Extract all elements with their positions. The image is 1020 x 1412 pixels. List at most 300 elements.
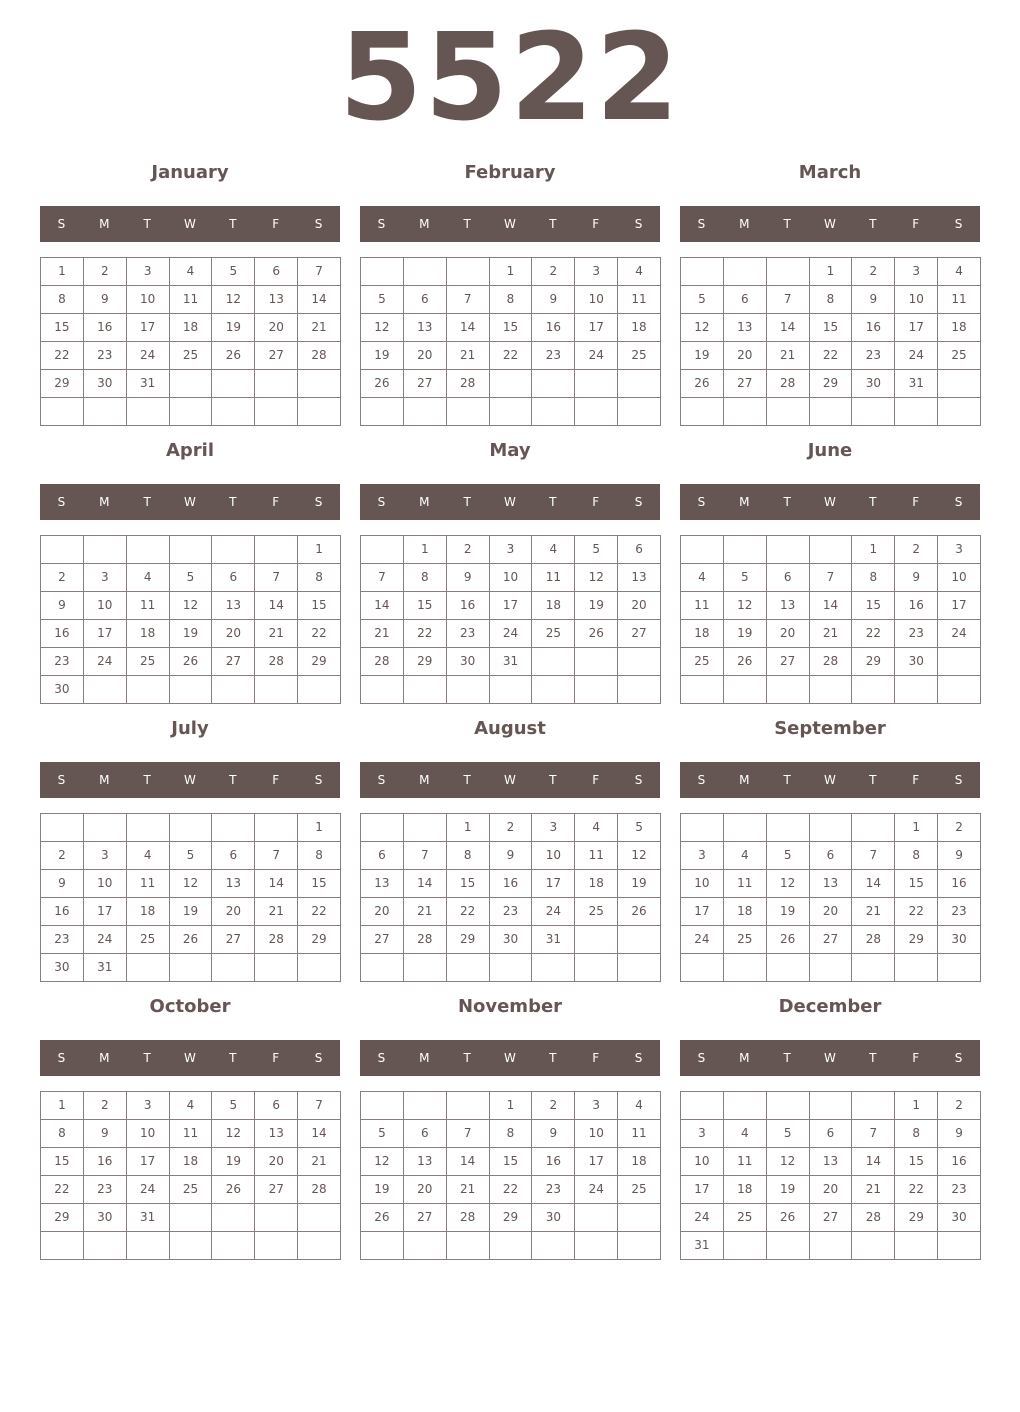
- day-cell: 27: [212, 648, 255, 676]
- day-cell: 10: [575, 286, 618, 314]
- weekday-label: T: [229, 495, 237, 509]
- month-name: February: [464, 162, 556, 183]
- day-cell: 3: [895, 258, 938, 286]
- day-cell: 5: [767, 842, 810, 870]
- day-cell: 29: [852, 648, 895, 676]
- day-cell: 31: [84, 954, 127, 982]
- day-cell: 23: [895, 620, 938, 648]
- weekday-header: [40, 484, 340, 520]
- day-cell: [127, 1232, 170, 1260]
- day-cell: [490, 954, 533, 982]
- day-cell: [938, 370, 981, 398]
- day-cell: 17: [938, 592, 981, 620]
- weekday-label: T: [783, 1051, 791, 1065]
- day-cell: [681, 398, 724, 426]
- day-cell: [361, 258, 404, 286]
- day-cell: 20: [404, 1176, 447, 1204]
- weekday-label: F: [912, 1051, 920, 1065]
- day-cell: 10: [681, 1148, 724, 1176]
- day-cell: 9: [532, 1120, 575, 1148]
- day-cell: 14: [447, 1148, 490, 1176]
- day-cell: 15: [895, 870, 938, 898]
- day-cell: 4: [170, 258, 213, 286]
- day-cell: 15: [298, 870, 341, 898]
- weekday-label: S: [954, 217, 963, 231]
- day-cell: [404, 814, 447, 842]
- day-cell: 21: [852, 1176, 895, 1204]
- weekday-label: T: [783, 217, 791, 231]
- day-cell: 26: [575, 620, 618, 648]
- day-cell: 24: [575, 342, 618, 370]
- day-cell: [170, 1232, 213, 1260]
- day-cell: 14: [447, 314, 490, 342]
- day-cell: 5: [767, 1120, 810, 1148]
- day-cell: 18: [724, 1176, 767, 1204]
- day-cell: 30: [490, 926, 533, 954]
- day-cell: [681, 676, 724, 704]
- day-cell: [724, 258, 767, 286]
- day-cell: [255, 370, 298, 398]
- day-cell: 3: [681, 1120, 724, 1148]
- day-cell: 28: [361, 648, 404, 676]
- day-cell: 16: [41, 898, 84, 926]
- day-cell: [361, 1092, 404, 1120]
- weekday-label: W: [184, 773, 196, 787]
- month-name: November: [457, 996, 563, 1017]
- day-cell: 22: [41, 342, 84, 370]
- weekday-label: S: [634, 217, 643, 231]
- day-cell: 8: [810, 286, 853, 314]
- day-cell: 27: [255, 1176, 298, 1204]
- day-cell: 18: [618, 314, 661, 342]
- month-name: January: [151, 162, 229, 183]
- day-cell: [681, 1092, 724, 1120]
- day-cell: [724, 1232, 767, 1260]
- day-cell: 3: [127, 258, 170, 286]
- day-cell: 17: [532, 870, 575, 898]
- day-cell: 18: [532, 592, 575, 620]
- day-grid: [360, 1091, 661, 1260]
- day-cell: 7: [852, 842, 895, 870]
- weekday-label: T: [143, 773, 151, 787]
- weekday-label: S: [697, 495, 706, 509]
- day-cell: 30: [84, 1204, 127, 1232]
- day-cell: 11: [127, 870, 170, 898]
- day-cell: [404, 954, 447, 982]
- day-cell: 23: [532, 1176, 575, 1204]
- day-cell: [170, 370, 213, 398]
- day-cell: [298, 398, 341, 426]
- day-cell: [681, 954, 724, 982]
- day-cell: 19: [170, 898, 213, 926]
- day-cell: 28: [298, 342, 341, 370]
- weekday-label: S: [57, 773, 66, 787]
- day-cell: 10: [490, 564, 533, 592]
- day-cell: 3: [575, 1092, 618, 1120]
- weekday-label: S: [634, 1051, 643, 1065]
- weekday-label: S: [314, 773, 323, 787]
- day-cell: 1: [404, 536, 447, 564]
- weekday-label: M: [419, 217, 430, 231]
- day-cell: [618, 1204, 661, 1232]
- day-cell: [852, 1232, 895, 1260]
- day-cell: [361, 536, 404, 564]
- day-cell: 26: [724, 648, 767, 676]
- day-cell: 23: [41, 926, 84, 954]
- day-cell: [212, 398, 255, 426]
- day-cell: 16: [532, 314, 575, 342]
- day-cell: 7: [255, 564, 298, 592]
- day-cell: 11: [618, 1120, 661, 1148]
- day-cell: 25: [127, 926, 170, 954]
- day-cell: [255, 1204, 298, 1232]
- day-cell: 17: [681, 898, 724, 926]
- day-cell: 8: [298, 564, 341, 592]
- day-cell: 7: [255, 842, 298, 870]
- day-cell: 2: [41, 564, 84, 592]
- weekday-label: F: [592, 217, 600, 231]
- weekday-label: T: [463, 217, 471, 231]
- day-cell: 18: [127, 620, 170, 648]
- day-cell: 6: [361, 842, 404, 870]
- day-cell: 22: [895, 898, 938, 926]
- day-cell: 22: [298, 898, 341, 926]
- day-cell: 22: [852, 620, 895, 648]
- day-cell: 20: [618, 592, 661, 620]
- weekday-header: [40, 762, 340, 798]
- day-grid: [680, 535, 981, 704]
- day-cell: [618, 926, 661, 954]
- day-cell: 1: [810, 258, 853, 286]
- month-name: March: [798, 162, 862, 183]
- day-cell: [810, 676, 853, 704]
- weekday-label: S: [314, 1051, 323, 1065]
- day-cell: 4: [170, 1092, 213, 1120]
- day-cell: [255, 1232, 298, 1260]
- weekday-label: T: [869, 495, 877, 509]
- day-grid: [360, 257, 661, 426]
- day-cell: 20: [255, 314, 298, 342]
- day-cell: 10: [532, 842, 575, 870]
- day-cell: 23: [41, 648, 84, 676]
- day-cell: 9: [41, 870, 84, 898]
- day-cell: 12: [767, 870, 810, 898]
- day-cell: [490, 370, 533, 398]
- day-cell: [298, 370, 341, 398]
- day-cell: 31: [532, 926, 575, 954]
- day-cell: 26: [361, 370, 404, 398]
- day-cell: 1: [490, 258, 533, 286]
- day-cell: 9: [84, 1120, 127, 1148]
- day-cell: 7: [810, 564, 853, 592]
- day-cell: 7: [404, 842, 447, 870]
- day-cell: [447, 954, 490, 982]
- day-cell: [810, 814, 853, 842]
- day-cell: 2: [41, 842, 84, 870]
- day-cell: 3: [681, 842, 724, 870]
- day-cell: [212, 814, 255, 842]
- day-cell: 1: [298, 814, 341, 842]
- day-cell: 18: [938, 314, 981, 342]
- day-cell: 14: [852, 870, 895, 898]
- day-cell: 26: [212, 342, 255, 370]
- weekday-header: [360, 762, 660, 798]
- day-cell: [404, 258, 447, 286]
- day-cell: 19: [681, 342, 724, 370]
- day-cell: 29: [810, 370, 853, 398]
- weekday-header: [680, 762, 980, 798]
- weekday-label: T: [143, 1051, 151, 1065]
- day-cell: [810, 1232, 853, 1260]
- day-cell: 10: [127, 286, 170, 314]
- day-cell: 13: [212, 592, 255, 620]
- weekday-label: T: [143, 217, 151, 231]
- day-cell: 15: [810, 314, 853, 342]
- day-cell: [532, 648, 575, 676]
- day-cell: [810, 954, 853, 982]
- day-cell: [404, 1092, 447, 1120]
- day-cell: 25: [724, 1204, 767, 1232]
- day-cell: 4: [127, 842, 170, 870]
- day-cell: 11: [681, 592, 724, 620]
- day-cell: 18: [681, 620, 724, 648]
- day-cell: 11: [618, 286, 661, 314]
- day-cell: [724, 1092, 767, 1120]
- day-cell: [681, 814, 724, 842]
- day-cell: 20: [810, 898, 853, 926]
- day-cell: 27: [767, 648, 810, 676]
- weekday-label: S: [377, 495, 386, 509]
- weekday-label: F: [912, 773, 920, 787]
- month-name: April: [165, 440, 215, 461]
- day-cell: [404, 398, 447, 426]
- day-cell: 19: [361, 342, 404, 370]
- weekday-header: [360, 206, 660, 242]
- day-cell: 22: [298, 620, 341, 648]
- weekday-label: M: [739, 1051, 750, 1065]
- day-cell: 6: [724, 286, 767, 314]
- day-cell: 22: [41, 1176, 84, 1204]
- day-cell: 23: [447, 620, 490, 648]
- month-name: June: [807, 440, 853, 461]
- day-cell: 15: [852, 592, 895, 620]
- day-cell: 26: [212, 1176, 255, 1204]
- day-cell: 11: [170, 286, 213, 314]
- weekday-label: S: [57, 495, 66, 509]
- day-cell: 29: [41, 370, 84, 398]
- day-cell: 24: [938, 620, 981, 648]
- day-cell: 11: [575, 842, 618, 870]
- day-cell: [618, 648, 661, 676]
- day-cell: 14: [767, 314, 810, 342]
- day-cell: [170, 1204, 213, 1232]
- day-cell: 30: [447, 648, 490, 676]
- day-cell: [575, 398, 618, 426]
- day-cell: 17: [127, 1148, 170, 1176]
- day-cell: 23: [490, 898, 533, 926]
- day-cell: 22: [490, 1176, 533, 1204]
- weekday-label: M: [739, 773, 750, 787]
- day-cell: [938, 954, 981, 982]
- day-cell: 26: [170, 926, 213, 954]
- day-cell: 17: [895, 314, 938, 342]
- day-cell: 19: [212, 314, 255, 342]
- day-cell: 4: [681, 564, 724, 592]
- weekday-label: W: [824, 495, 836, 509]
- weekday-label: T: [229, 773, 237, 787]
- day-cell: [852, 814, 895, 842]
- day-cell: 17: [490, 592, 533, 620]
- day-cell: [84, 676, 127, 704]
- day-cell: [767, 258, 810, 286]
- day-cell: 5: [361, 1120, 404, 1148]
- day-cell: 8: [895, 842, 938, 870]
- day-cell: [895, 1232, 938, 1260]
- day-cell: 26: [618, 898, 661, 926]
- weekday-label: T: [869, 1051, 877, 1065]
- day-cell: 21: [852, 898, 895, 926]
- day-cell: 29: [895, 1204, 938, 1232]
- day-cell: 8: [490, 1120, 533, 1148]
- day-cell: 12: [724, 592, 767, 620]
- day-cell: 20: [212, 898, 255, 926]
- day-cell: [810, 1092, 853, 1120]
- month-name: October: [149, 996, 231, 1017]
- day-cell: [767, 1092, 810, 1120]
- day-cell: [575, 1204, 618, 1232]
- day-cell: 6: [810, 1120, 853, 1148]
- day-cell: 26: [170, 648, 213, 676]
- day-grid: [40, 813, 341, 982]
- day-cell: 20: [810, 1176, 853, 1204]
- day-cell: [575, 370, 618, 398]
- day-cell: 2: [938, 1092, 981, 1120]
- day-cell: 28: [255, 648, 298, 676]
- day-cell: 5: [681, 286, 724, 314]
- weekday-label: T: [463, 773, 471, 787]
- weekday-label: T: [783, 773, 791, 787]
- day-cell: 1: [852, 536, 895, 564]
- weekday-label: T: [549, 495, 557, 509]
- day-cell: 30: [84, 370, 127, 398]
- day-cell: 6: [255, 1092, 298, 1120]
- day-cell: 24: [532, 898, 575, 926]
- day-cell: [618, 676, 661, 704]
- day-cell: 11: [170, 1120, 213, 1148]
- day-cell: [895, 398, 938, 426]
- day-cell: 1: [490, 1092, 533, 1120]
- day-cell: [852, 954, 895, 982]
- day-cell: 29: [895, 926, 938, 954]
- day-cell: 6: [618, 536, 661, 564]
- day-cell: 22: [810, 342, 853, 370]
- day-cell: 27: [404, 370, 447, 398]
- day-cell: 8: [447, 842, 490, 870]
- day-cell: 4: [938, 258, 981, 286]
- day-cell: 15: [447, 870, 490, 898]
- day-cell: 3: [127, 1092, 170, 1120]
- day-cell: 1: [895, 814, 938, 842]
- day-cell: [767, 398, 810, 426]
- day-cell: [255, 536, 298, 564]
- day-cell: 12: [618, 842, 661, 870]
- weekday-label: T: [549, 773, 557, 787]
- day-cell: 26: [361, 1204, 404, 1232]
- day-cell: 1: [447, 814, 490, 842]
- day-cell: 4: [618, 258, 661, 286]
- weekday-header: [360, 1040, 660, 1076]
- day-cell: 30: [852, 370, 895, 398]
- day-cell: 14: [361, 592, 404, 620]
- day-cell: 3: [84, 842, 127, 870]
- day-cell: 2: [84, 258, 127, 286]
- day-cell: 7: [447, 286, 490, 314]
- day-cell: [724, 954, 767, 982]
- day-cell: 16: [938, 870, 981, 898]
- day-cell: 8: [41, 286, 84, 314]
- weekday-label: T: [549, 1051, 557, 1065]
- day-cell: [490, 1232, 533, 1260]
- day-cell: 27: [724, 370, 767, 398]
- day-cell: 5: [170, 842, 213, 870]
- weekday-label: S: [634, 495, 643, 509]
- day-cell: 21: [447, 342, 490, 370]
- day-cell: [84, 536, 127, 564]
- day-cell: [84, 814, 127, 842]
- day-cell: 8: [298, 842, 341, 870]
- day-cell: 31: [127, 370, 170, 398]
- day-cell: 24: [84, 648, 127, 676]
- day-cell: [41, 1232, 84, 1260]
- day-cell: 11: [938, 286, 981, 314]
- day-cell: 30: [41, 954, 84, 982]
- day-cell: [767, 814, 810, 842]
- day-cell: 30: [895, 648, 938, 676]
- day-cell: 16: [895, 592, 938, 620]
- day-cell: [447, 1232, 490, 1260]
- weekday-label: S: [697, 217, 706, 231]
- day-cell: 15: [404, 592, 447, 620]
- day-cell: 10: [938, 564, 981, 592]
- weekday-label: S: [954, 773, 963, 787]
- day-cell: [127, 814, 170, 842]
- day-cell: 6: [212, 842, 255, 870]
- day-cell: 17: [681, 1176, 724, 1204]
- day-cell: 16: [41, 620, 84, 648]
- day-cell: 15: [41, 1148, 84, 1176]
- day-cell: 14: [298, 1120, 341, 1148]
- day-cell: 30: [41, 676, 84, 704]
- day-cell: 12: [170, 870, 213, 898]
- day-cell: [361, 954, 404, 982]
- day-cell: 25: [938, 342, 981, 370]
- day-cell: 17: [84, 620, 127, 648]
- day-cell: [618, 370, 661, 398]
- weekday-label: M: [739, 495, 750, 509]
- day-cell: 18: [127, 898, 170, 926]
- day-cell: 26: [681, 370, 724, 398]
- day-cell: 26: [767, 926, 810, 954]
- day-cell: [255, 954, 298, 982]
- weekday-label: F: [592, 495, 600, 509]
- day-grid: [680, 1091, 981, 1260]
- weekday-header: [680, 1040, 980, 1076]
- day-cell: 6: [767, 564, 810, 592]
- day-cell: 4: [618, 1092, 661, 1120]
- weekday-label: S: [697, 773, 706, 787]
- weekday-header: [680, 206, 980, 242]
- month-name: September: [774, 718, 886, 739]
